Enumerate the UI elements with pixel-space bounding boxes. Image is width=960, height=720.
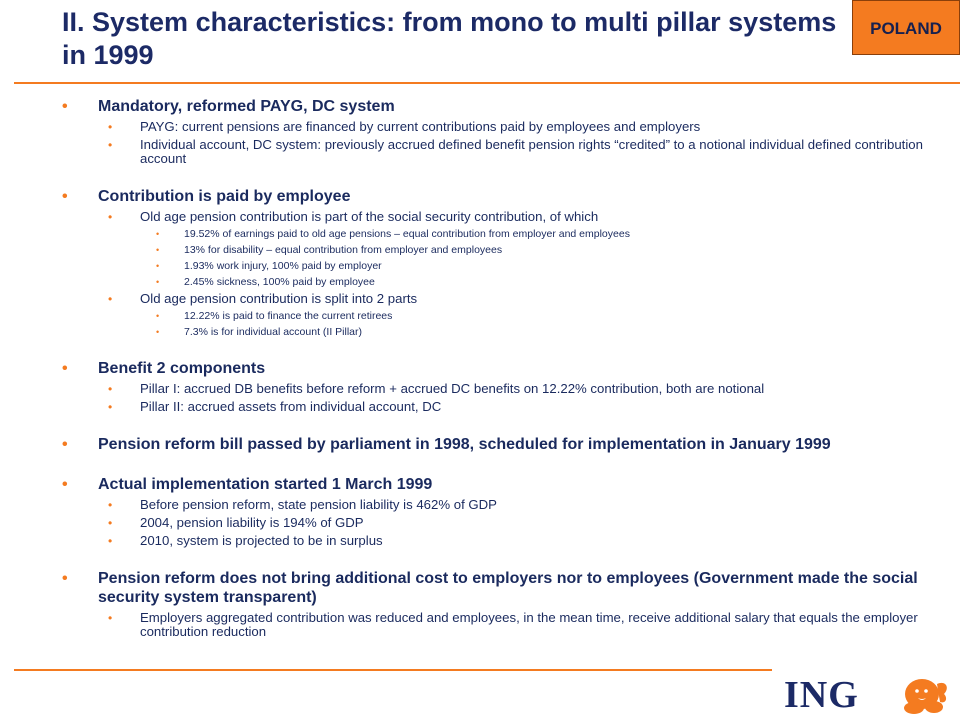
bullet-icon: • <box>156 261 160 271</box>
bullet-icon: • <box>156 245 160 255</box>
sub-list-item-text: 19.52% of earnings paid to old age pensions – equal contribution from employer and employees <box>184 228 630 240</box>
list-item <box>60 210 955 224</box>
list-item-text: Old age pension contribution is split into 2 parts <box>140 291 418 306</box>
list-item <box>60 400 955 414</box>
sub-list-item <box>60 276 955 289</box>
list-item <box>60 516 955 530</box>
list-item-text: 2010, system is projected to be in surplus <box>140 533 383 548</box>
section-heading-text: Benefit 2 components <box>98 360 266 377</box>
lion-icon <box>892 674 952 716</box>
sub-list-item-text: 13% for disability – equal contribution from employer and employees <box>184 244 503 256</box>
sub-list-item-text: 2.45% sickness, 100% paid by employee <box>184 276 375 288</box>
bullet-icon: • <box>108 400 113 414</box>
bullet-list <box>60 97 955 643</box>
section-heading-text: Pension reform bill passed by parliament in 1998, scheduled for implementation in January 1999 <box>98 436 831 453</box>
bullet-icon: • <box>62 360 68 377</box>
list-item-text: Employers aggregated contribution was reduced and employees, in the mean time, receive additional salary that equals the employer contribution reduction <box>140 610 918 639</box>
bullet-icon: • <box>108 534 113 548</box>
section-gap <box>60 458 955 475</box>
list-item-text: Individual account, DC system: previously accrued defined benefit pension rights “credited” to a notional individual defined contribution account <box>140 137 923 166</box>
sub-list-item-text: 1.93% work injury, 100% paid by employer <box>184 260 382 272</box>
sub-list-item <box>60 326 955 339</box>
bullet-icon: • <box>62 436 68 453</box>
sub-list-item <box>60 244 955 257</box>
section-heading <box>60 187 955 206</box>
section-gap <box>60 552 955 569</box>
list-item <box>60 498 955 512</box>
list-item-text: Old age pension contribution is part of the social security contribution, of which <box>140 209 599 224</box>
title-divider <box>14 82 960 84</box>
bullet-icon: • <box>156 311 160 321</box>
list-item <box>60 120 955 134</box>
bullet-icon: • <box>108 498 113 512</box>
section-heading <box>60 97 955 116</box>
section-gap <box>60 342 955 359</box>
bullet-icon: • <box>62 98 68 115</box>
list-item <box>60 534 955 548</box>
page-title: II. System characteristics: from mono to multi pillar systems in 1999 <box>62 7 837 70</box>
section-heading-text: Pension reform does not bring additional cost to employers nor to employees (Government made the social security system transparent) <box>98 570 918 606</box>
section-heading-text: Contribution is paid by employee <box>98 188 351 205</box>
bullet-icon: • <box>156 327 160 337</box>
section-gap <box>60 170 955 187</box>
section-heading <box>60 569 955 607</box>
section-heading <box>60 359 955 378</box>
sub-list-item <box>60 310 955 323</box>
section-gap <box>60 418 955 435</box>
sub-list-item-text: 12.22% is paid to finance the current retirees <box>184 310 393 322</box>
bullet-icon: • <box>156 229 160 239</box>
section-heading <box>60 475 955 494</box>
country-badge: POLAND <box>852 0 960 55</box>
bullet-icon: • <box>108 120 113 134</box>
sub-list-item-text: 7.3% is for individual account (II Pillar) <box>184 326 362 338</box>
list-item-text: Pillar II: accrued assets from individual account, DC <box>140 399 442 414</box>
section-heading-text: Actual implementation started 1 March 1999 <box>98 476 433 493</box>
sub-list-item <box>60 228 955 241</box>
list-item <box>60 292 955 306</box>
bullet-icon: • <box>62 476 68 493</box>
bullet-icon: • <box>62 188 68 205</box>
list-item <box>60 382 955 396</box>
list-item <box>60 138 955 166</box>
footer-divider <box>14 669 772 671</box>
bullet-icon: • <box>108 382 113 396</box>
bullet-icon: • <box>108 292 113 306</box>
bullet-icon: • <box>108 516 113 530</box>
bullet-icon: • <box>62 570 68 587</box>
logo-text: ING <box>784 674 859 716</box>
list-item <box>60 611 955 639</box>
section-heading-text: Mandatory, reformed PAYG, DC system <box>98 98 395 115</box>
bullet-icon: • <box>108 210 113 224</box>
list-item-text: PAYG: current pensions are financed by current contributions paid by employees and employers <box>140 119 701 134</box>
list-item-text: Before pension reform, state pension liability is 462% of GDP <box>140 497 497 512</box>
list-item-text: Pillar I: accrued DB benefits before reform + accrued DC benefits on 12.22% contribution, both are notional <box>140 381 765 396</box>
list-item-text: 2004, pension liability is 194% of GDP <box>140 515 364 530</box>
sub-list-item <box>60 260 955 273</box>
bullet-icon: • <box>108 138 113 152</box>
bullet-icon: • <box>108 611 113 625</box>
section-heading <box>60 435 955 454</box>
bullet-icon: • <box>156 277 160 287</box>
ing-logo <box>784 672 954 718</box>
